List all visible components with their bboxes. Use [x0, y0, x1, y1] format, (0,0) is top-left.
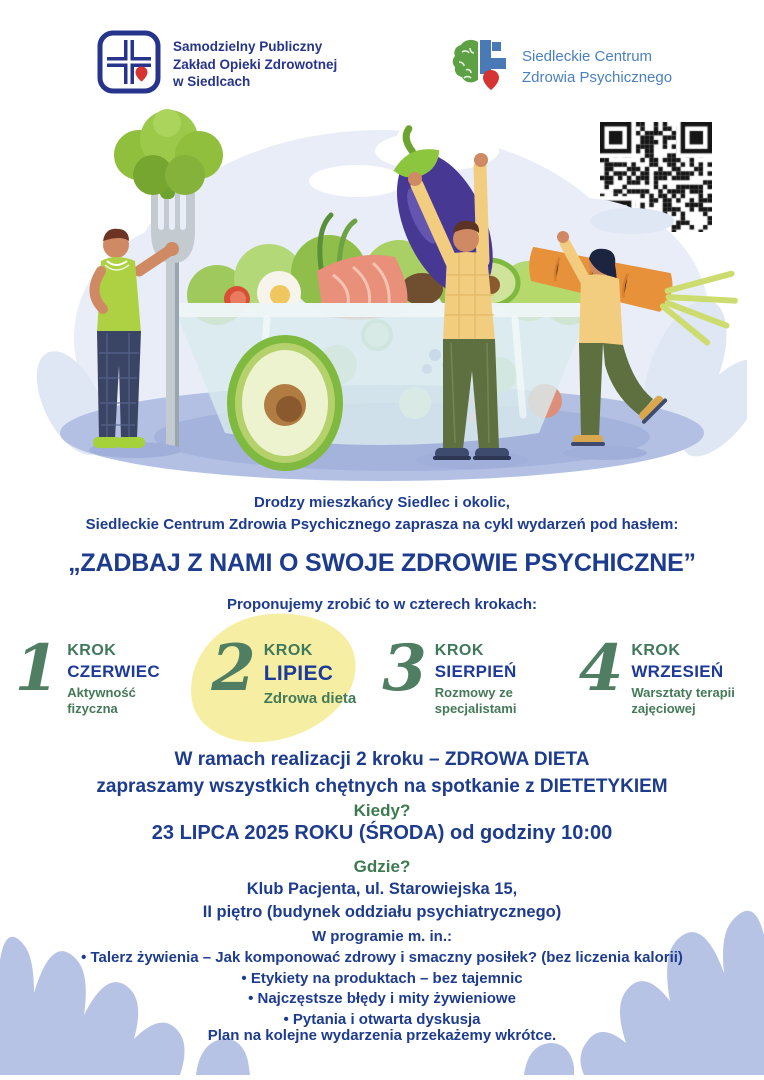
main-illustration — [17, 103, 747, 488]
when-value: 23 LIPCA 2025 ROKU (ŚRODA) od godziny 10:00 — [151, 822, 613, 844]
step-number: 4 — [578, 631, 624, 706]
when-label: Kiedy? — [353, 801, 411, 820]
step-krok-label: KROK — [434, 642, 484, 659]
where-line-2: II piętro (budynek oddziału psychiatrycznego) — [202, 903, 562, 921]
brain-cross-heart-logo-icon — [450, 34, 512, 101]
header-right-logo — [450, 34, 672, 101]
step-item-4 — [579, 622, 750, 717]
step-desc: Warsztaty terapii zajęciowej — [631, 685, 735, 716]
invite-line-1: W ramach realizacji 2 kroku – ZDROWA DIETA — [174, 749, 590, 770]
program-list — [0, 948, 764, 1030]
invite-text — [0, 746, 764, 800]
step-desc: Zdrowa dieta — [263, 690, 357, 707]
step-number: 1 — [14, 631, 60, 706]
program-title: W programie m. in.: — [311, 928, 452, 945]
mental-health-center-logo-text: Siedleckie Centrum Zdrowia Psychicznego — [522, 48, 673, 86]
intro-line-1: Drodzy mieszkańcy Siedlec i okolic, — [254, 494, 510, 511]
step-desc: Aktywność fizyczna — [67, 685, 136, 716]
intro-text — [0, 492, 764, 536]
program-item: • Pytania i otwarta dyskusja — [0, 1010, 764, 1031]
header-left-logo — [97, 30, 337, 99]
step-month: SIERPIEŃ — [434, 662, 517, 681]
steps-intro: Proponujemy zrobić to w czterech krokach: — [226, 596, 538, 613]
where-label: Gdzie? — [353, 857, 411, 876]
hospital-logo-text: Samodzielny Publiczny Zakład Opieki Zdrowotnej w Siedlcach — [173, 39, 338, 90]
where-text — [0, 878, 764, 924]
hospital-cross-heart-logo-icon — [97, 30, 161, 99]
invite-line-2: zapraszamy wszystkich chętnych na spotkanie z DIETETYKIEM — [96, 776, 668, 797]
step-month: CZERWIEC — [67, 662, 160, 681]
headline: „ZADBAJ Z NAMI O SWOJE ZDROWIE PSYCHICZNE” — [68, 549, 696, 577]
step-item-2 — [211, 622, 356, 717]
step-month: WRZESIEŃ — [631, 662, 724, 681]
step-number: 3 — [382, 631, 427, 706]
program-item: • Etykiety na produktach – bez tajemnic — [0, 969, 764, 990]
where-line-1: Klub Pacjenta, ul. Starowiejska 15, — [246, 880, 518, 898]
step-month: LIPIEC — [263, 662, 334, 685]
step-krok-label: KROK — [67, 642, 117, 659]
step-krok-label: KROK — [631, 642, 681, 659]
program-item: • Talerz żywienia – Jak komponować zdrowy i smaczny posiłek? (bez liczenia kalorii) — [0, 948, 764, 969]
intro-line-2: Siedleckie Centrum Zdrowia Psychicznego zaprasza na cykl wydarzeń pod hasłem: — [85, 516, 679, 533]
step-item-3 — [382, 622, 553, 717]
footer-note: Plan na kolejne wydarzenia przekażemy wkrótce. — [207, 1027, 557, 1044]
step-krok-label: KROK — [263, 642, 313, 659]
step-item-1 — [15, 622, 186, 717]
step-desc: Rozmowy ze specjalistami — [434, 685, 517, 716]
step-number: 2 — [211, 631, 256, 706]
steps-row — [0, 622, 764, 717]
program-item: • Najczęstsze błędy i mity żywieniowe — [0, 989, 764, 1010]
